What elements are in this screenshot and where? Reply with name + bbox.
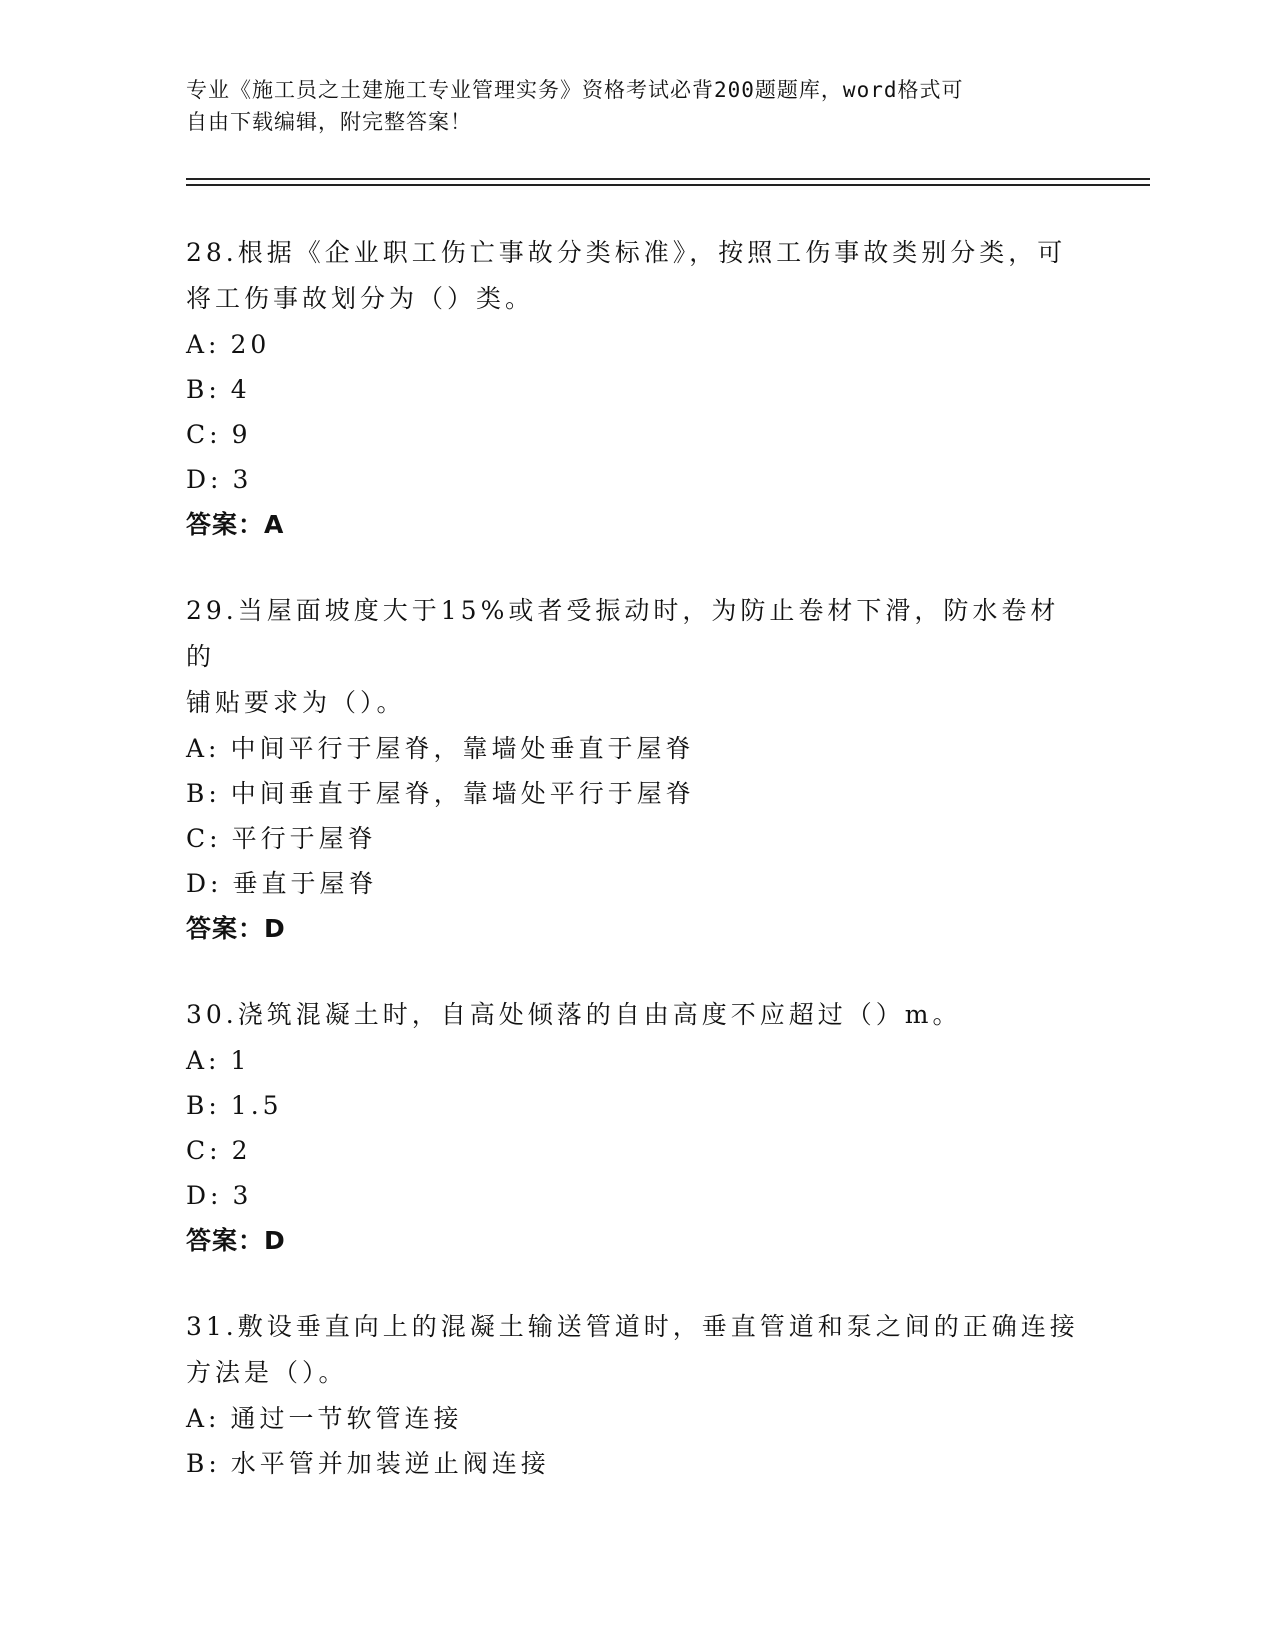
question-stem — [186, 1304, 1086, 1396]
option-letter: C: — [186, 824, 222, 853]
stem-line-1: 30.浇筑混凝土时，自高处倾落的自由高度不应超过（）m。 — [186, 1000, 962, 1029]
option-text: 2 — [231, 1136, 252, 1165]
option-c — [186, 816, 1086, 861]
question-31 — [186, 1304, 1086, 1486]
stem-line-2: 将工伤事故划分为（）类。 — [186, 284, 535, 313]
option-letter: A: — [186, 1404, 221, 1433]
option-letter: D: — [186, 1181, 223, 1210]
option-letter: D: — [186, 869, 223, 898]
option-a — [186, 322, 1086, 367]
option-text: 3 — [232, 1181, 253, 1210]
option-text: 垂直于屋脊 — [232, 869, 378, 898]
question-list — [186, 230, 1086, 1526]
option-d — [186, 1173, 1086, 1218]
stem-line-1: 31.敷设垂直向上的混凝土输送管道时，垂直管道和泵之间的正确连接 — [186, 1312, 1079, 1341]
header-divider-bottom — [186, 184, 1150, 186]
option-letter: B: — [186, 375, 221, 404]
stem-line-2: 方法是（）。 — [186, 1358, 348, 1387]
option-a — [186, 726, 1086, 771]
option-letter: C: — [186, 420, 222, 449]
question-stem — [186, 588, 1086, 726]
option-a — [186, 1038, 1086, 1083]
question-28 — [186, 230, 1086, 548]
option-letter: B: — [186, 1449, 221, 1478]
option-b — [186, 1441, 1086, 1486]
option-text: 4 — [230, 375, 251, 404]
option-b — [186, 367, 1086, 412]
option-letter: D: — [186, 465, 223, 494]
stem-line-1: 28.根据《企业职工伤亡事故分类标准》，按照工伤事故类别分类，可 — [186, 238, 1067, 267]
option-text: 1 — [230, 1046, 251, 1075]
option-text: 中间平行于屋脊，靠墙处垂直于屋脊 — [230, 734, 695, 763]
option-letter: A: — [186, 1046, 221, 1075]
option-b — [186, 771, 1086, 816]
document-header — [186, 74, 1086, 138]
option-d — [186, 457, 1086, 502]
header-line-2: 自由下载编辑，附完整答案！ — [186, 110, 472, 134]
option-text: 3 — [232, 465, 253, 494]
option-letter: B: — [186, 1091, 221, 1120]
question-29 — [186, 588, 1086, 952]
option-letter: A: — [186, 330, 221, 359]
stem-line-2: 铺贴要求为（）。 — [186, 688, 406, 717]
header-line-1: 专业《施工员之土建施工专业管理实务》资格考试必背200题题库，word格式可 — [186, 78, 964, 102]
option-d — [186, 861, 1086, 906]
option-b — [186, 1083, 1086, 1128]
option-c — [186, 412, 1086, 457]
question-30 — [186, 992, 1086, 1264]
stem-line-1: 29.当屋面坡度大于15%或者受振动时，为防止卷材下滑，防水卷材的 — [186, 596, 1060, 671]
option-letter: A: — [186, 734, 221, 763]
option-text: 平行于屋脊 — [231, 824, 377, 853]
answer-line: 答案：D — [186, 1226, 286, 1255]
option-text: 中间垂直于屋脊，靠墙处平行于屋脊 — [230, 779, 695, 808]
question-stem — [186, 230, 1086, 322]
option-text: 水平管并加装逆止阀连接 — [230, 1449, 550, 1478]
option-text: 1.5 — [230, 1091, 283, 1120]
option-letter: C: — [186, 1136, 222, 1165]
option-c — [186, 1128, 1086, 1173]
option-text: 20 — [230, 330, 271, 359]
answer-line: 答案：D — [186, 914, 286, 943]
question-stem — [186, 992, 1086, 1038]
option-letter: B: — [186, 779, 221, 808]
option-text: 9 — [231, 420, 252, 449]
option-a — [186, 1396, 1086, 1441]
header-divider-top — [186, 178, 1150, 180]
answer-line: 答案：A — [186, 510, 285, 539]
option-text: 通过一节软管连接 — [230, 1404, 463, 1433]
